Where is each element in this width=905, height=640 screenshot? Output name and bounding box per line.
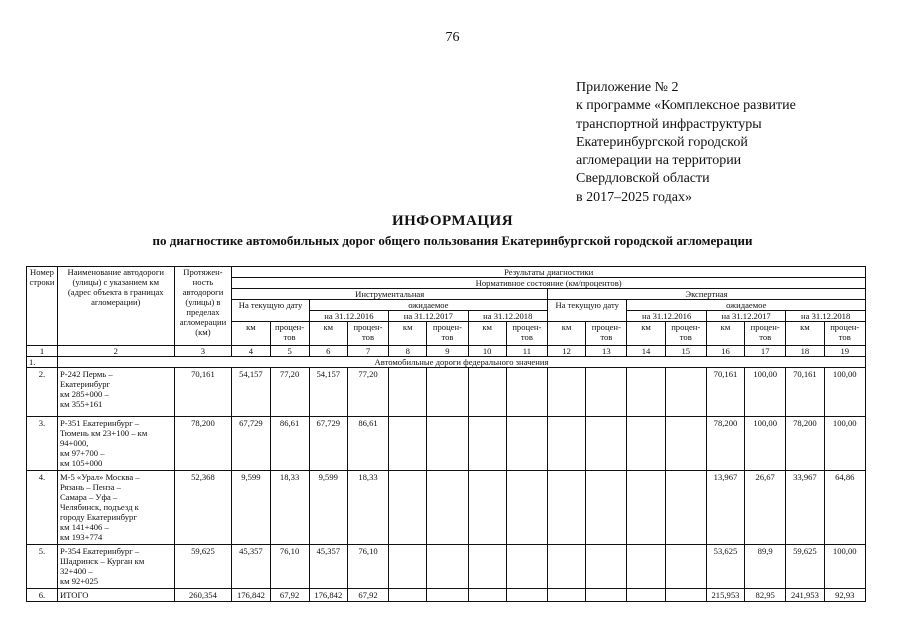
value-percent: 67,92 bbox=[347, 589, 388, 602]
value-km: 67,729 bbox=[232, 417, 270, 471]
header-km: км bbox=[232, 322, 270, 346]
value-percent: 67,92 bbox=[270, 589, 309, 602]
column-number: 12 bbox=[548, 346, 586, 357]
road-name-line: км 193+774 bbox=[59, 532, 103, 542]
value-km: 45,357 bbox=[232, 545, 270, 589]
value-km: 33,967 bbox=[786, 471, 824, 545]
value-percent: 18,33 bbox=[347, 471, 388, 545]
column-number: 11 bbox=[506, 346, 547, 357]
value-km: 70,161 bbox=[786, 368, 824, 417]
value-km: 45,357 bbox=[309, 545, 347, 589]
road-name bbox=[57, 417, 174, 471]
road-name bbox=[57, 471, 174, 545]
value-km bbox=[468, 471, 506, 545]
appendix-line: Свердловской области bbox=[576, 171, 710, 187]
appendix-line: Екатеринбургской городской bbox=[576, 134, 748, 150]
header-normative: Нормативное состояние (км/процентов) bbox=[232, 278, 866, 289]
header-percent: процентов bbox=[586, 322, 627, 346]
page-number: 76 bbox=[445, 30, 460, 45]
diagnostics-table bbox=[26, 266, 866, 602]
header-km: км bbox=[627, 322, 665, 346]
value-km bbox=[389, 417, 427, 471]
value-km: 13,967 bbox=[706, 471, 744, 545]
value-percent bbox=[586, 417, 627, 471]
road-length: 59,625 bbox=[174, 545, 232, 589]
road-name-line: км 141+406 – bbox=[59, 522, 109, 532]
column-number: 2 bbox=[57, 346, 174, 357]
value-km bbox=[468, 417, 506, 471]
value-percent bbox=[586, 589, 627, 602]
header-length: Протяженность автодороги (улицы) в пределах агломерации (км) bbox=[174, 267, 232, 346]
value-km: 9,599 bbox=[232, 471, 270, 545]
header-km: км bbox=[389, 322, 427, 346]
column-number: 3 bbox=[174, 346, 232, 357]
header-instr-current: На текущую дату bbox=[232, 300, 309, 322]
header-percent: процентов bbox=[347, 322, 388, 346]
value-percent: 76,10 bbox=[347, 545, 388, 589]
value-percent bbox=[665, 471, 706, 545]
road-name-line: Р-242 Пермь – bbox=[59, 369, 113, 379]
value-percent: 100,00 bbox=[745, 417, 786, 471]
road-name-line: км 285+000 – bbox=[59, 389, 109, 399]
value-percent bbox=[506, 471, 547, 545]
road-name-line: Челябинск, подъезд к bbox=[59, 502, 139, 512]
appendix-line: в 2017–2025 годах» bbox=[576, 189, 692, 205]
header-instr-expected: ожидаемое bbox=[309, 300, 547, 311]
value-percent: 76,10 bbox=[270, 545, 309, 589]
column-number: 15 bbox=[665, 346, 706, 357]
row-number: 4. bbox=[27, 471, 58, 545]
section-title: Автомобильные дороги федерального значения bbox=[57, 357, 865, 368]
road-name-line: Р-354 Екатеринбург – bbox=[59, 546, 140, 556]
row-number: 2. bbox=[27, 368, 58, 417]
road-name-line: Шадринск – Курган км bbox=[59, 556, 145, 566]
header-row-number: Номер строки bbox=[27, 267, 58, 346]
appendix-line: к программе «Комплексное развитие bbox=[576, 98, 796, 114]
road-length: 70,161 bbox=[174, 368, 232, 417]
road-name-line: Самара – Уфа – bbox=[59, 492, 118, 502]
column-number: 10 bbox=[468, 346, 506, 357]
value-km bbox=[468, 545, 506, 589]
section-number: 1. bbox=[27, 357, 58, 368]
header-exp-2017: на 31.12.2017 bbox=[706, 311, 785, 322]
value-percent bbox=[665, 589, 706, 602]
row-number: 6. bbox=[27, 589, 58, 602]
header-instr-2018: на 31.12.2018 bbox=[468, 311, 547, 322]
value-km: 54,157 bbox=[309, 368, 347, 417]
header-km: км bbox=[468, 322, 506, 346]
column-number: 14 bbox=[627, 346, 665, 357]
road-length: 78,200 bbox=[174, 417, 232, 471]
header-percent: процентов bbox=[824, 322, 866, 346]
value-km: 78,200 bbox=[786, 417, 824, 471]
value-km bbox=[627, 471, 665, 545]
value-km bbox=[389, 471, 427, 545]
column-number: 13 bbox=[586, 346, 627, 357]
header-km: км bbox=[706, 322, 744, 346]
value-km bbox=[548, 545, 586, 589]
header-instr-2016: на 31.12.2016 bbox=[309, 311, 388, 322]
value-percent bbox=[665, 368, 706, 417]
column-number: 7 bbox=[347, 346, 388, 357]
table-row bbox=[27, 368, 866, 417]
value-percent bbox=[665, 545, 706, 589]
appendix-line: агломерации на территории bbox=[576, 153, 742, 169]
header-instr-2017: на 31.12.2017 bbox=[389, 311, 468, 322]
header-exp-current: На текущую дату bbox=[548, 300, 627, 322]
road-name-line: 32+400 – bbox=[59, 566, 93, 576]
appendix-line: транспортной инфраструктуры bbox=[576, 116, 762, 132]
value-km bbox=[468, 368, 506, 417]
value-percent: 64,86 bbox=[824, 471, 866, 545]
value-km: 53,625 bbox=[706, 545, 744, 589]
header-expert: Экспертная bbox=[548, 289, 866, 300]
value-km bbox=[468, 589, 506, 602]
value-percent: 100,00 bbox=[824, 368, 866, 417]
value-km: 70,161 bbox=[706, 368, 744, 417]
value-percent: 89,9 bbox=[745, 545, 786, 589]
road-name-line: км 97+700 – bbox=[59, 448, 105, 458]
value-km: 9,599 bbox=[309, 471, 347, 545]
value-percent: 26,67 bbox=[745, 471, 786, 545]
header-percent: процентов bbox=[665, 322, 706, 346]
value-km bbox=[548, 368, 586, 417]
value-percent bbox=[586, 471, 627, 545]
value-percent bbox=[665, 417, 706, 471]
value-percent bbox=[427, 417, 468, 471]
value-percent bbox=[427, 471, 468, 545]
column-number: 19 bbox=[824, 346, 866, 357]
header-percent: процентов bbox=[270, 322, 309, 346]
value-km: 215,953 bbox=[706, 589, 744, 602]
road-length: 52,368 bbox=[174, 471, 232, 545]
value-km bbox=[627, 589, 665, 602]
appendix-line: Приложение № 2 bbox=[576, 80, 679, 95]
header-percent: процентов bbox=[506, 322, 547, 346]
road-name-line: М-5 «Урал» Москва – bbox=[59, 472, 140, 482]
table-row bbox=[27, 589, 866, 602]
value-percent: 82,95 bbox=[745, 589, 786, 602]
value-percent bbox=[586, 545, 627, 589]
value-km bbox=[627, 368, 665, 417]
road-name-line: км 355+161 bbox=[59, 399, 103, 409]
road-name-line: ИТОГО bbox=[59, 590, 89, 600]
table-row bbox=[27, 545, 866, 589]
road-name-line: 94+000, bbox=[59, 438, 89, 448]
header-exp-expected: ожидаемое bbox=[627, 300, 866, 311]
road-name-line: км 105+000 bbox=[59, 458, 103, 468]
document-title: ИНФОРМАЦИЯ bbox=[391, 213, 514, 229]
header-km: км bbox=[786, 322, 824, 346]
value-percent: 86,61 bbox=[270, 417, 309, 471]
value-km bbox=[389, 589, 427, 602]
value-km bbox=[389, 368, 427, 417]
value-km: 176,842 bbox=[309, 589, 347, 602]
header-results: Результаты диагностики bbox=[232, 267, 866, 278]
value-km bbox=[548, 589, 586, 602]
header-road-name: Наименование автодороги (улицы) с указанием км (адрес объекта в границах агломерации) bbox=[57, 267, 174, 346]
column-number: 1 bbox=[27, 346, 58, 357]
column-number: 8 bbox=[389, 346, 427, 357]
header-percent: процентов bbox=[427, 322, 468, 346]
header-exp-2018: на 31.12.2018 bbox=[786, 311, 866, 322]
value-percent bbox=[427, 545, 468, 589]
column-number: 18 bbox=[786, 346, 824, 357]
value-percent: 77,20 bbox=[270, 368, 309, 417]
value-percent: 100,00 bbox=[745, 368, 786, 417]
road-name-line: Тюмень км 23+100 – км bbox=[59, 428, 148, 438]
appendix-block bbox=[576, 79, 876, 207]
value-km: 67,729 bbox=[309, 417, 347, 471]
table-row bbox=[27, 471, 866, 545]
value-percent bbox=[506, 368, 547, 417]
road-name bbox=[57, 545, 174, 589]
column-number: 9 bbox=[427, 346, 468, 357]
value-km: 241,953 bbox=[786, 589, 824, 602]
value-percent bbox=[427, 368, 468, 417]
column-number: 17 bbox=[745, 346, 786, 357]
road-name bbox=[57, 589, 174, 602]
column-number: 6 bbox=[309, 346, 347, 357]
header-km: км bbox=[309, 322, 347, 346]
document-subtitle: по диагностике автомобильных дорог общего пользования Екатеринбургской городской агломерации bbox=[152, 233, 753, 248]
value-km: 59,625 bbox=[786, 545, 824, 589]
column-number: 4 bbox=[232, 346, 270, 357]
value-percent: 77,20 bbox=[347, 368, 388, 417]
value-percent: 100,00 bbox=[824, 545, 866, 589]
value-percent bbox=[506, 545, 547, 589]
road-name bbox=[57, 368, 174, 417]
road-name-line: Екатеринбург bbox=[59, 379, 111, 389]
value-km bbox=[389, 545, 427, 589]
header-exp-2016: на 31.12.2016 bbox=[627, 311, 706, 322]
road-name-line: Рязань – Пенза – bbox=[59, 482, 121, 492]
value-percent bbox=[506, 589, 547, 602]
value-percent: 92,93 bbox=[824, 589, 866, 602]
value-percent: 86,61 bbox=[347, 417, 388, 471]
header-km: км bbox=[548, 322, 586, 346]
value-percent bbox=[427, 589, 468, 602]
value-km bbox=[548, 417, 586, 471]
value-km: 78,200 bbox=[706, 417, 744, 471]
column-number: 16 bbox=[706, 346, 744, 357]
value-km bbox=[627, 545, 665, 589]
row-number: 5. bbox=[27, 545, 58, 589]
value-km bbox=[548, 471, 586, 545]
header-instrumental: Инструментальная bbox=[232, 289, 548, 300]
column-number: 5 bbox=[270, 346, 309, 357]
road-name-line: км 92+025 bbox=[59, 576, 99, 586]
table-row bbox=[27, 417, 866, 471]
value-km: 54,157 bbox=[232, 368, 270, 417]
road-name-line: Р-351 Екатеринбург – bbox=[59, 418, 140, 428]
road-name-line: городу Екатеринбург bbox=[59, 512, 137, 522]
header-percent: процентов bbox=[745, 322, 786, 346]
row-number: 3. bbox=[27, 417, 58, 471]
value-percent bbox=[506, 417, 547, 471]
value-percent bbox=[586, 368, 627, 417]
value-percent: 18,33 bbox=[270, 471, 309, 545]
value-percent: 100,00 bbox=[824, 417, 866, 471]
value-km bbox=[627, 417, 665, 471]
value-km: 176,842 bbox=[232, 589, 270, 602]
road-length: 260,354 bbox=[174, 589, 232, 602]
